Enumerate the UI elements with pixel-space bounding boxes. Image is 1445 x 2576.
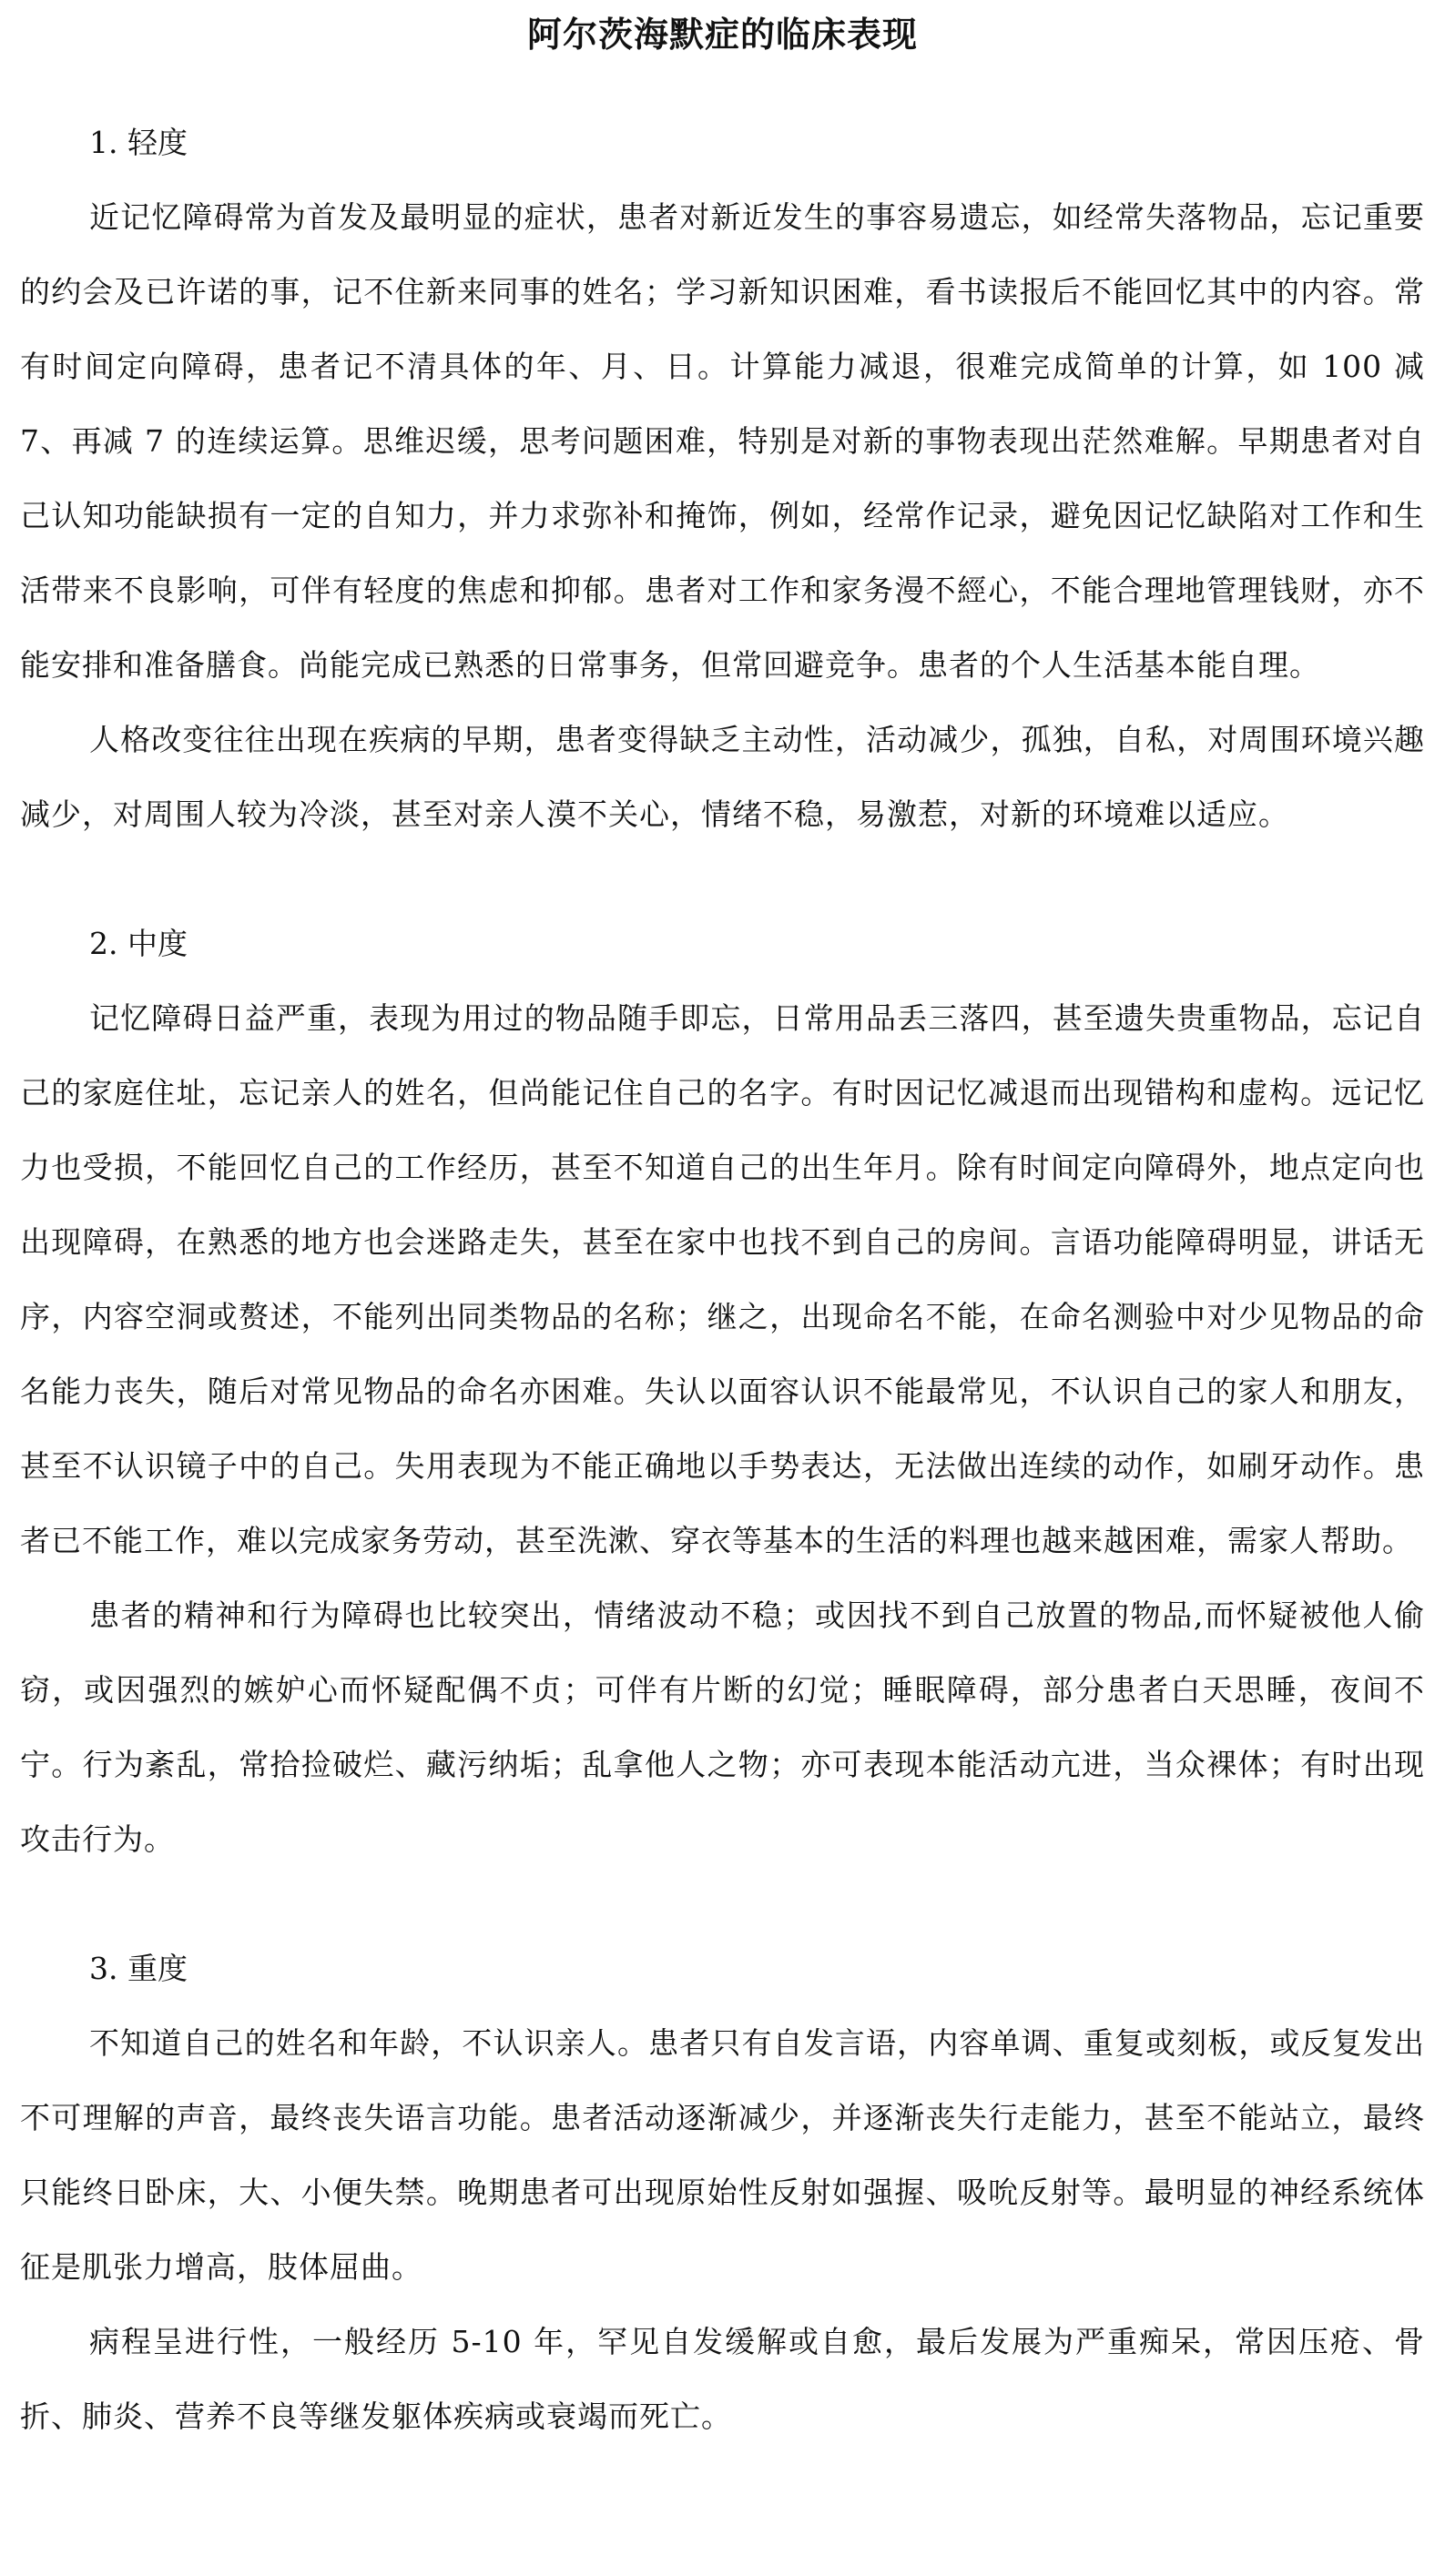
paragraph: 患者的精神和行为障碍也比较突出，情绪波动不稳；或因找不到自己放置的物品,而怀疑被他人偷窃，或因强烈的嫉妒心而怀疑配偶不贞；可伴有片断的幻觉；睡眠障碍，部分患者白天思睡，夜间不宁。行为紊乱，常拾捡破烂、藏污纳垢；乱拿他人之物；亦可表现本能活动亢进，当众裸体；有时出现攻击行为。 — [20, 1597, 1425, 1857]
section-heading-severe: 3. 重度 — [89, 1951, 188, 1986]
section-moderate — [20, 907, 1425, 1877]
paragraph: 不知道自己的姓名和年龄，不认识亲人。患者只有自发言语，内容单调、重复或刻板，或反复发出不可理解的声音，最终丧失语言功能。患者活动逐渐减少，并逐渐丧失行走能力，甚至不能站立，最终只能终日卧床，大、小便失禁。晚期患者可出现原始性反射如强握、吸吮反射等。最明显的神经系统体征是肌张力增高，肢体屈曲。 — [20, 2025, 1425, 2285]
section-severe — [20, 1932, 1425, 2454]
paragraph: 病程呈进行性，一般经历 5-10 年，罕见自发缓解或自愈，最后发展为严重痴呆，常因压疮、骨折、肺炎、营养不良等继发躯体疾病或衰竭而死亡。 — [20, 2324, 1425, 2434]
paragraph: 人格改变往往出现在疾病的早期，患者变得缺乏主动性，活动减少，孤独，自私，对周围环境兴趣减少，对周围人较为冷淡，甚至对亲人漠不关心，情绪不稳，易激惹，对新的环境难以适应。 — [20, 722, 1425, 832]
page-title: 阿尔茨海默症的临床表现 — [526, 14, 918, 55]
section-heading-moderate: 2. 中度 — [89, 926, 188, 961]
section-mild — [20, 106, 1425, 852]
paragraph: 近记忆障碍常为首发及最明显的症状，患者对新近发生的事容易遗忘，如经常失落物品，忘记重要的约会及已许诺的事，记不住新来同事的姓名；学习新知识困难，看书读报后不能回忆其中的内容。常有时间定向障碍，患者记不清具体的年、月、日。计算能力减退，很难完成简单的计算，如 100 减 7、再减 7 的连续运算。思维迟缓，思考问题困难，特别是对新的事物表现出茫然难解。早期患者对自己认知功能缺损有一定的自知力，并力求弥补和掩饰，例如，经常作记录，避免因记忆缺陷对工作和生活带来不良影响，可伴有轻度的焦虑和抑郁。患者对工作和家务漫不經心，不能合理地管理钱财，亦不能安排和准备膳食。尚能完成已熟悉的日常事务，但常回避竞争。患者的个人生活基本能自理。 — [20, 199, 1425, 683]
paragraph: 记忆障碍日益严重，表现为用过的物品随手即忘，日常用品丢三落四，甚至遗失贵重物品，忘记自己的家庭住址，忘记亲人的姓名，但尚能记住自己的名字。有时因记忆减退而出现错构和虚构。远记忆力也受损，不能回忆自己的工作经历，甚至不知道自己的出生年月。除有时间定向障碍外，地点定向也出现障碍，在熟悉的地方也会迷路走失，甚至在家中也找不到自己的房间。言语功能障碍明显，讲话无序，内容空洞或赘述，不能列出同类物品的名称；继之，出现命名不能，在命名测验中对少见物品的命名能力丧失，随后对常见物品的命名亦困难。失认以面容认识不能最常见，不认识自己的家人和朋友，甚至不认识镜子中的自己。失用表现为不能正确地以手势表达，无法做出连续的动作，如刷牙动作。患者已不能工作，难以完成家务劳动，甚至洗漱、穿衣等基本的生活的料理也越来越困难，需家人帮助。 — [20, 1000, 1425, 1558]
section-heading-mild: 1. 轻度 — [89, 125, 188, 160]
